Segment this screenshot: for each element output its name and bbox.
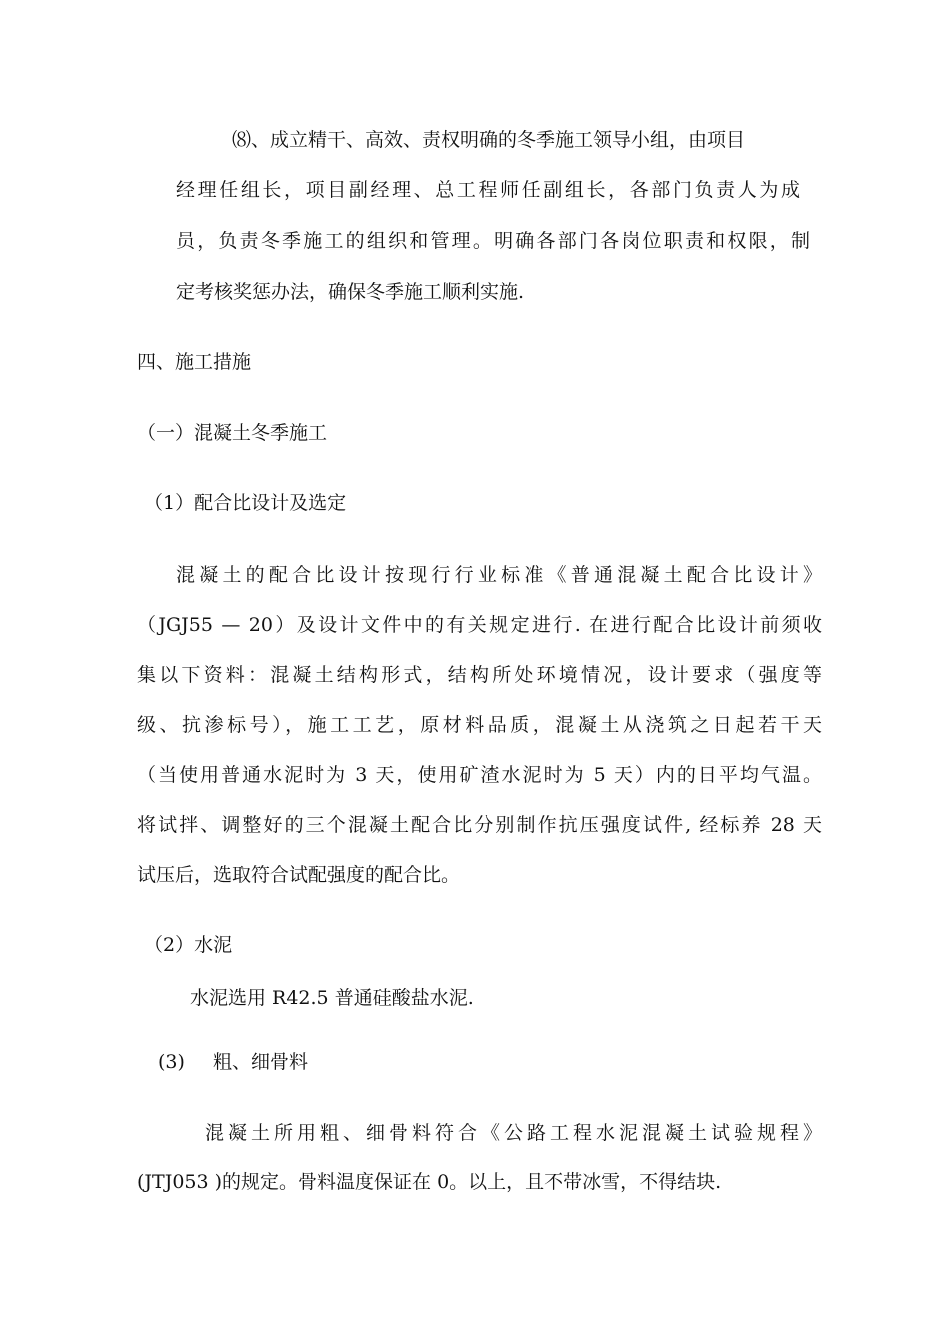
para8-line-4: 定考核奖惩办法，确保冬季施工顺利实施.: [176, 281, 525, 303]
item2-heading: （2）水泥: [144, 934, 233, 956]
item3-number: (3): [158, 1051, 185, 1073]
para8-line-3: 员，负责冬季施工的组织和管理。明确各部门各岗位职责和权限，制: [176, 230, 810, 252]
item1-heading: （1）配合比设计及选定: [144, 492, 347, 514]
subsection-heading: （一）混凝土冬季施工: [137, 422, 328, 444]
para8-line-1: ⑻、成立精干、高效、责权明确的冬季施工领导小组，由项目: [232, 129, 746, 151]
item1-line-4: 级、抗渗标号），施工工艺，原材料品质，混凝土从浇筑之日起若干天: [137, 714, 822, 736]
item1-line-7: 试压后，选取符合试配强度的配合比。: [137, 864, 461, 886]
item1-line-1: 混凝土的配合比设计按现行行业标准《普通混凝土配合比设计》: [176, 564, 822, 586]
item1-line-6: 将试拌、调整好的三个混凝土配合比分别制作抗压强度试件, 经标养 28 天: [137, 814, 822, 836]
item1-line-5: （当使用普通水泥时为 3 天，使用矿渣水泥时为 5 天）内的日平均气温。: [137, 764, 822, 786]
para8-line-2: 经理任组长，项目副经理、总工程师任副组长，各部门负责人为成: [176, 179, 800, 201]
section-heading: 四、施工措施: [137, 351, 252, 373]
item1-line-2: （JGJ55 — 20）及设计文件中的有关规定进行. 在进行配合比设计前须收: [137, 614, 822, 636]
item3-line-1: 混凝土所用粗、细骨料符合《公路工程水泥混凝土试验规程》: [205, 1122, 822, 1144]
item3-title: 粗、细骨料: [213, 1051, 309, 1073]
item1-line-3: 集以下资料：混凝土结构形式，结构所处环境情况，设计要求（强度等: [137, 664, 822, 686]
item3-line-2: (JTJ053 )的规定。骨料温度保证在 0。以上，且不带冰雪，不得结块.: [137, 1171, 722, 1193]
item2-line-1: 水泥选用 R42.5 普通硅酸盐水泥.: [190, 987, 474, 1009]
